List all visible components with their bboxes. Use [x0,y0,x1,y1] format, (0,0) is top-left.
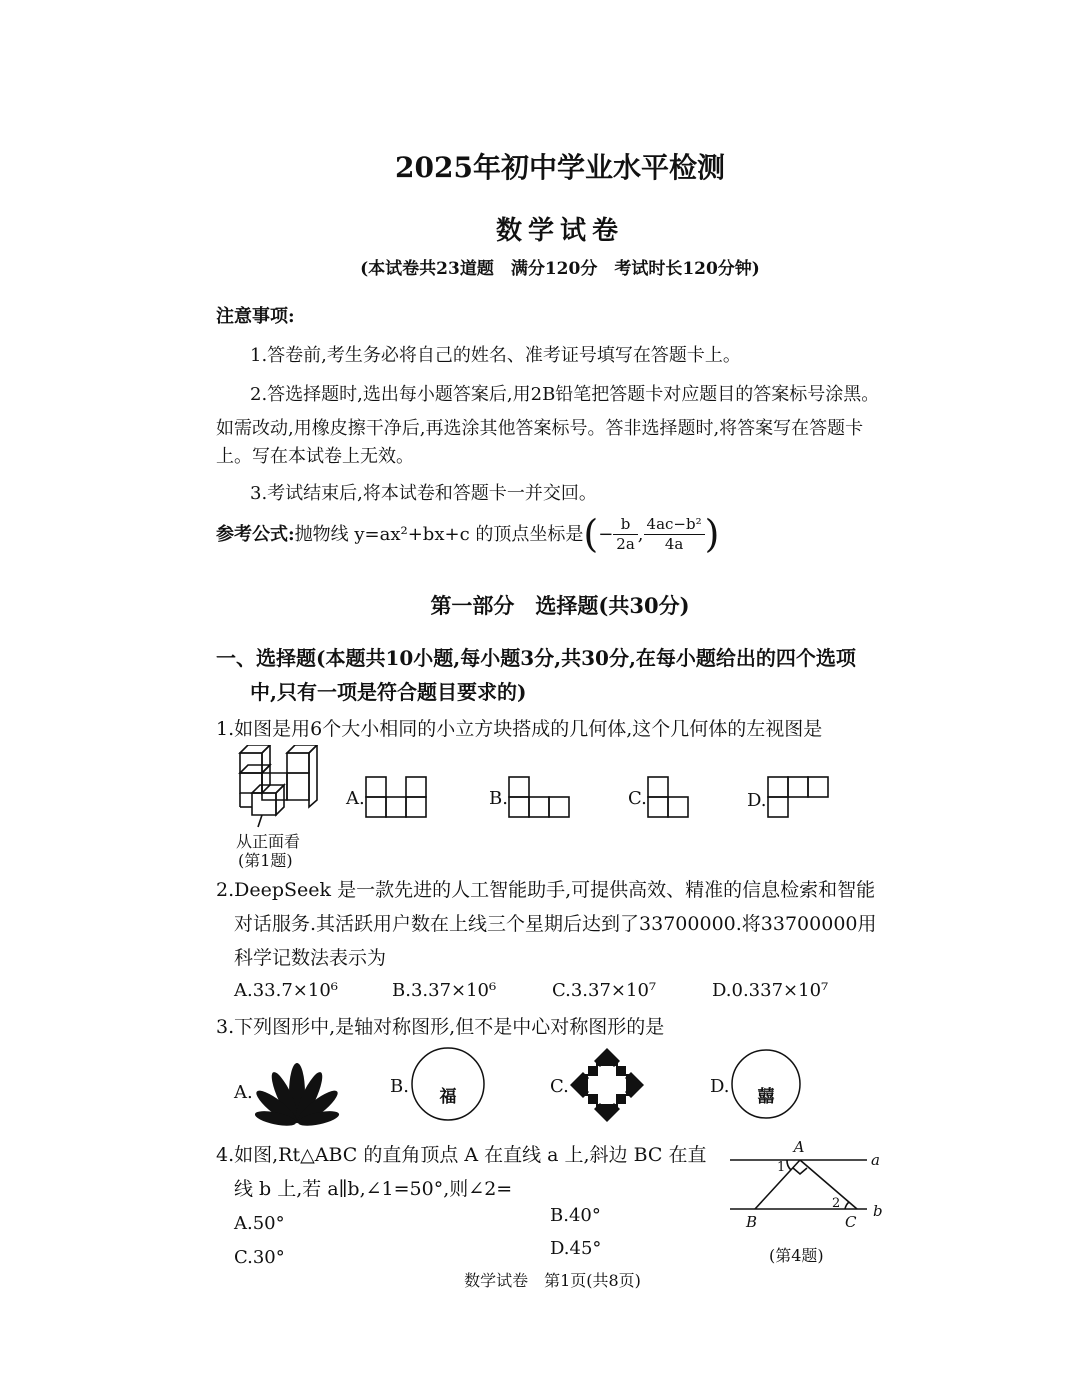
formula-paren-left: ( [583,512,599,556]
q3-option-d-xi-seal [728,1046,804,1122]
q3-stem: 3.下列图形中,是轴对称图形,但不是中心对称图形的是 [216,1016,665,1038]
formula-comma: , [637,523,644,545]
exam-title: 2025年初中学业水平检测 [395,151,725,184]
vertex-x-numerator: b [613,515,638,536]
q4-label-a: a [871,1151,880,1169]
q1-option-a-figure [364,775,432,820]
exam-info: (本试卷共23道题 满分120分 考试时长120分钟) [360,259,760,279]
vertex-x-denominator: 2a [616,535,635,554]
q1-option-d-label: D. [747,790,767,811]
formula-label: 参考公式: [216,523,295,545]
q3-option-d-character: 囍 [757,1087,775,1107]
reference-formula [216,512,719,558]
q4-label-A: A [793,1138,805,1156]
q1-option-b-figure [507,775,573,820]
part1-title: 第一部分 选择题(共30分) [430,593,690,618]
q3-option-b-fu-seal [410,1046,486,1122]
q4-label-angle-1: 1 [777,1160,786,1175]
q2-line-2: 对话服务.其活跃用户数在上线三个星期后达到了33700000.将33700000用 [234,913,877,935]
vertex-y-denominator: 4a [664,535,684,554]
q3-option-d-label: D. [710,1076,730,1097]
note-item-2-line-3: 上。写在本试卷上无效。 [216,446,414,467]
formula-text: 抛物线 y=ax²+bx+c 的顶点坐标是 [294,523,584,545]
q3-option-c-label: C. [550,1076,569,1097]
q4-option-a: A.50° [234,1213,285,1234]
note-item-3: 3.考试结束后,将本试卷和答题卡一并交回。 [250,483,597,504]
q3-option-a-label: A. [234,1082,253,1103]
q4-option-c: C.30° [234,1247,285,1268]
q1-option-a-label: A. [346,788,365,809]
q2-line-1: 2.DeepSeek 是一款先进的人工智能助手,可提供高效、精准的信息检索和智能 [216,879,876,901]
section1-line-1: 一、选择题(本题共10小题,每小题3分,共30分,在每小题给出的四个选项 [216,646,856,670]
q1-solid-figure [232,745,332,830]
q2-line-3: 科学记数法表示为 [234,947,387,969]
q4-label-C: C [845,1213,857,1231]
note-item-2-line-2: 如需改动,用橡皮擦干净后,再选涂其他答案标号。答非选择题时,将答案写在答题卡 [216,418,864,439]
q3-option-b-character: 福 [439,1087,457,1107]
vertex-y-numerator: 4ac−b² [644,515,705,536]
q4-label-b: b [873,1202,883,1220]
q1-option-c-label: C. [628,788,647,809]
note-item-1: 1.答卷前,考生务必将自己的姓名、准考证号填写在答题卡上。 [250,345,741,366]
exam-subtitle: 数学试卷 [495,216,624,246]
q4-option-b: B.40° [550,1205,601,1226]
q2-option-c: C.3.37×10⁷ [552,980,657,1001]
q2-option-d: D.0.337×10⁷ [712,980,829,1001]
q3-option-a-petal-logo [255,1053,340,1128]
note-item-2-line-1: 2.答选择题时,选出每小题答案后,用2B铅笔把答题卡对应题目的答案标号涂黑。 [250,384,880,405]
q4-label-angle-2: 2 [832,1196,841,1211]
q1-caption-view: 从正面看 [236,832,301,851]
notes-heading: 注意事项: [216,306,295,327]
q4-line-1: 4.如图,Rt△ABC 的直角顶点 A 在直线 a 上,斜边 BC 在直 [216,1144,707,1166]
q4-figure [725,1135,895,1235]
q1-caption: (第1题) [238,851,293,870]
formula-minus: − [598,523,614,545]
vertex-x-fraction [613,515,638,555]
q1-option-c-figure [646,775,692,820]
q4-caption: (第4题) [769,1246,824,1265]
q2-option-a: A.33.7×10⁶ [234,980,339,1001]
q4-label-B: B [746,1213,758,1231]
formula-paren-right: ) [704,512,720,556]
q1-option-b-label: B. [489,788,508,809]
q1-option-d-figure [766,775,832,820]
vertex-y-fraction [644,515,705,555]
q1-stem: 1.如图是用6个大小相同的小立方块搭成的几何体,这个几何体的左视图是 [216,718,823,740]
section1-line-2: 中,只有一项是符合题目要求的) [250,680,527,704]
q3-option-c-cross-knot [568,1046,646,1124]
page-footer: 数学试卷 第1页(共8页) [464,1271,641,1290]
q4-option-d: D.45° [550,1238,602,1259]
q3-option-b-label: B. [390,1076,409,1097]
q4-line-2: 线 b 上,若 a∥b,∠1=50°,则∠2= [234,1178,513,1200]
q2-option-b: B.3.37×10⁶ [392,980,497,1001]
